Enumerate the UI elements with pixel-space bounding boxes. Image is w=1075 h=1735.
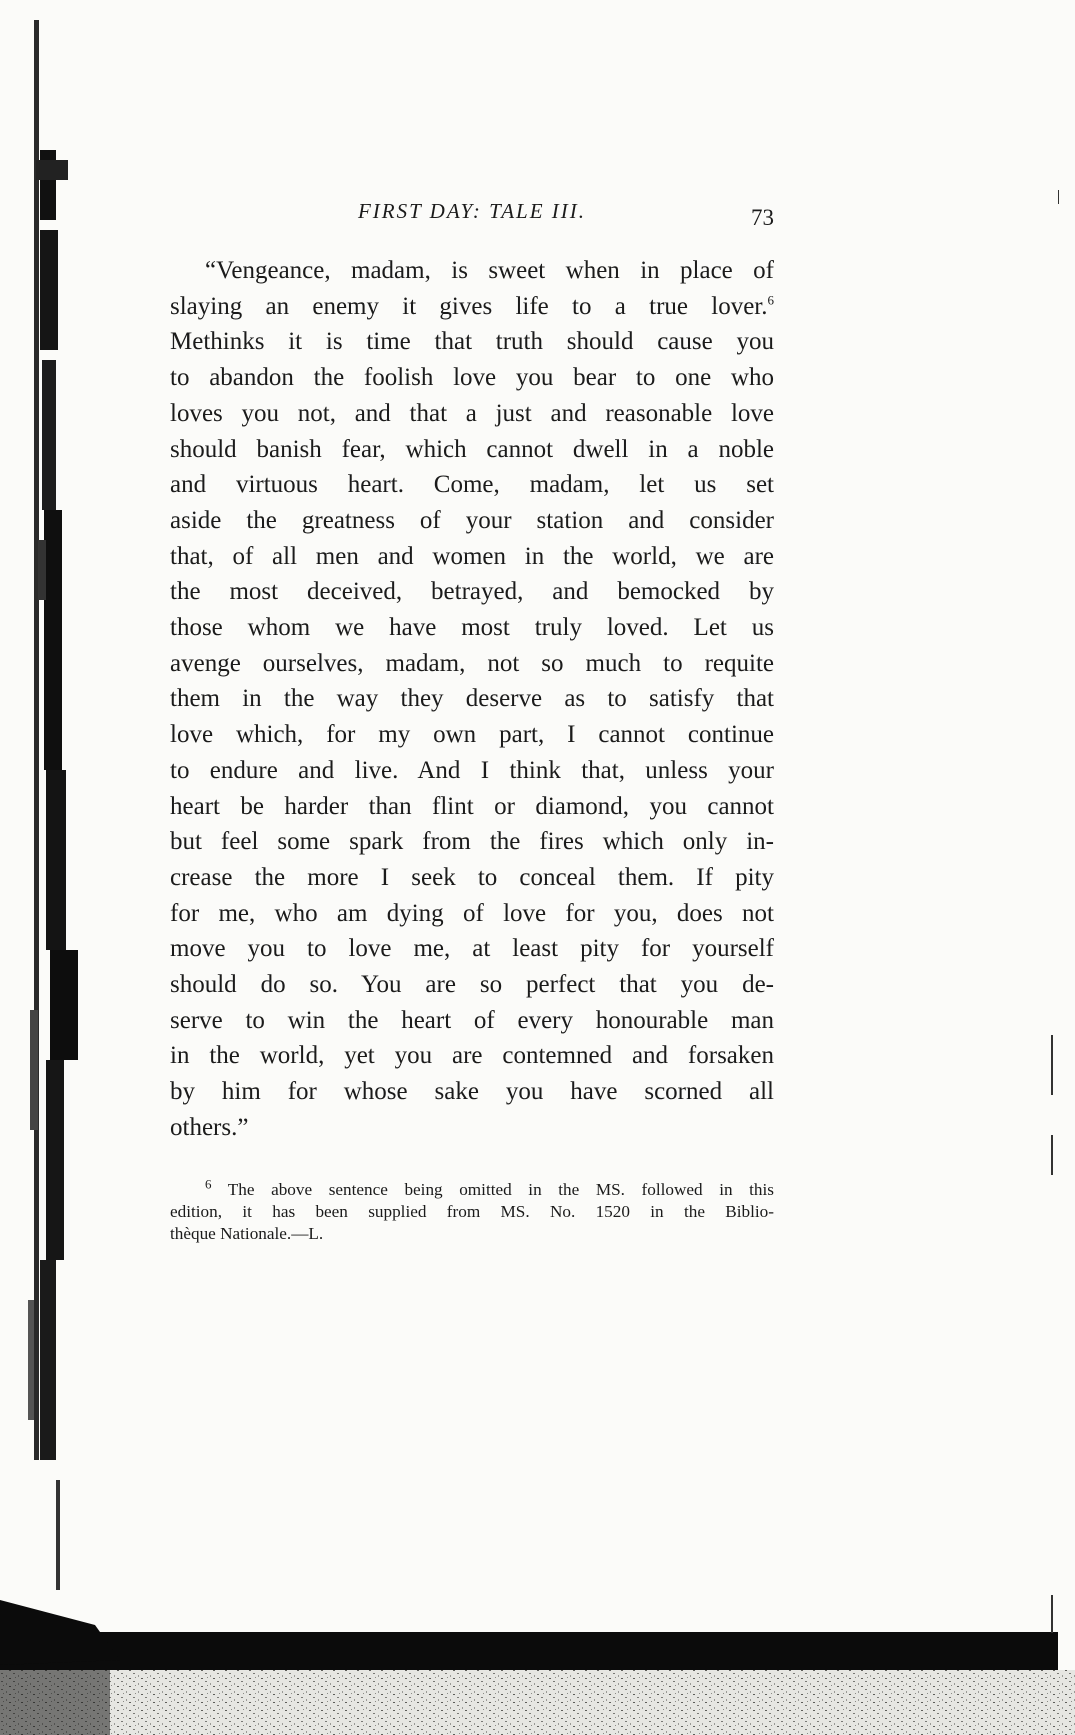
footnote-line: edition, it has been supplied from MS. No. 1520 in the Biblio- xyxy=(170,1202,774,1221)
footnote-line xyxy=(170,1176,774,1201)
text-line: and virtuous heart. Come, madam, let us set xyxy=(170,471,774,499)
text-line: serve to win the heart of every honourable man xyxy=(170,1006,774,1034)
right-edge-marks xyxy=(1051,190,1059,1633)
text-line: crease the more I seek to conceal them. If pity xyxy=(170,863,774,891)
text-line: avenge ourselves, madam, not so much to requite xyxy=(170,649,774,677)
text-line: for me, who am dying of love for you, does not xyxy=(170,899,774,927)
text-line: the most deceived, betrayed, and bemocked by xyxy=(170,578,774,606)
text-line: that, of all men and women in the world, we are xyxy=(170,542,774,570)
text-line: to abandon the foolish love you bear to one who xyxy=(170,364,774,392)
binding-shadow xyxy=(28,20,78,1590)
text-line: others.” xyxy=(170,1113,249,1141)
text-line: should banish fear, which cannot dwell in a noble xyxy=(170,435,774,463)
text-line: Methinks it is time that truth should cause you xyxy=(170,328,774,356)
text-line xyxy=(170,289,774,325)
text-line: in the world, yet you are contemned and forsaken xyxy=(170,1042,774,1070)
footnote-line: thèque Nationale.—L. xyxy=(170,1224,324,1243)
footnote-marker: 6 xyxy=(205,1176,212,1192)
running-title: FIRST DAY: TALE III. xyxy=(357,199,587,223)
footnotes xyxy=(170,1176,774,1245)
text-line: them in the way they deserve as to satisfy that xyxy=(170,685,774,713)
text-line: heart be harder than flint or diamond, you cannot xyxy=(170,792,774,820)
text-line: by him for whose sake you have scorned all xyxy=(170,1078,774,1106)
running-head xyxy=(170,195,774,235)
text-line: move you to love me, at least pity for yourself xyxy=(170,935,774,963)
text-line: those whom we have most truly loved. Let us xyxy=(170,614,774,642)
footnote-text: The above sentence being omitted in the MS. followed in this xyxy=(227,1180,774,1199)
text-line: love which, for my own part, I cannot continue xyxy=(170,721,774,749)
text-line: “Vengeance, madam, is sweet when in place of xyxy=(205,257,774,284)
text-line-content: slaying an enemy it gives life to a true lover. xyxy=(170,292,768,320)
footnote-reference: 6 xyxy=(767,292,774,308)
text-line: to endure and live. And I think that, unless your xyxy=(170,756,774,784)
text-line: loves you not, and that a just and reasonable love xyxy=(170,399,774,427)
text-line: should do so. You are so perfect that you de- xyxy=(170,971,774,999)
body-text xyxy=(170,253,774,1146)
page-number: 73 xyxy=(751,205,774,230)
bottom-band xyxy=(0,1600,1075,1735)
text-line: but feel some spark from the fires which only in- xyxy=(170,828,774,856)
text-line: aside the greatness of your station and consider xyxy=(170,506,774,534)
